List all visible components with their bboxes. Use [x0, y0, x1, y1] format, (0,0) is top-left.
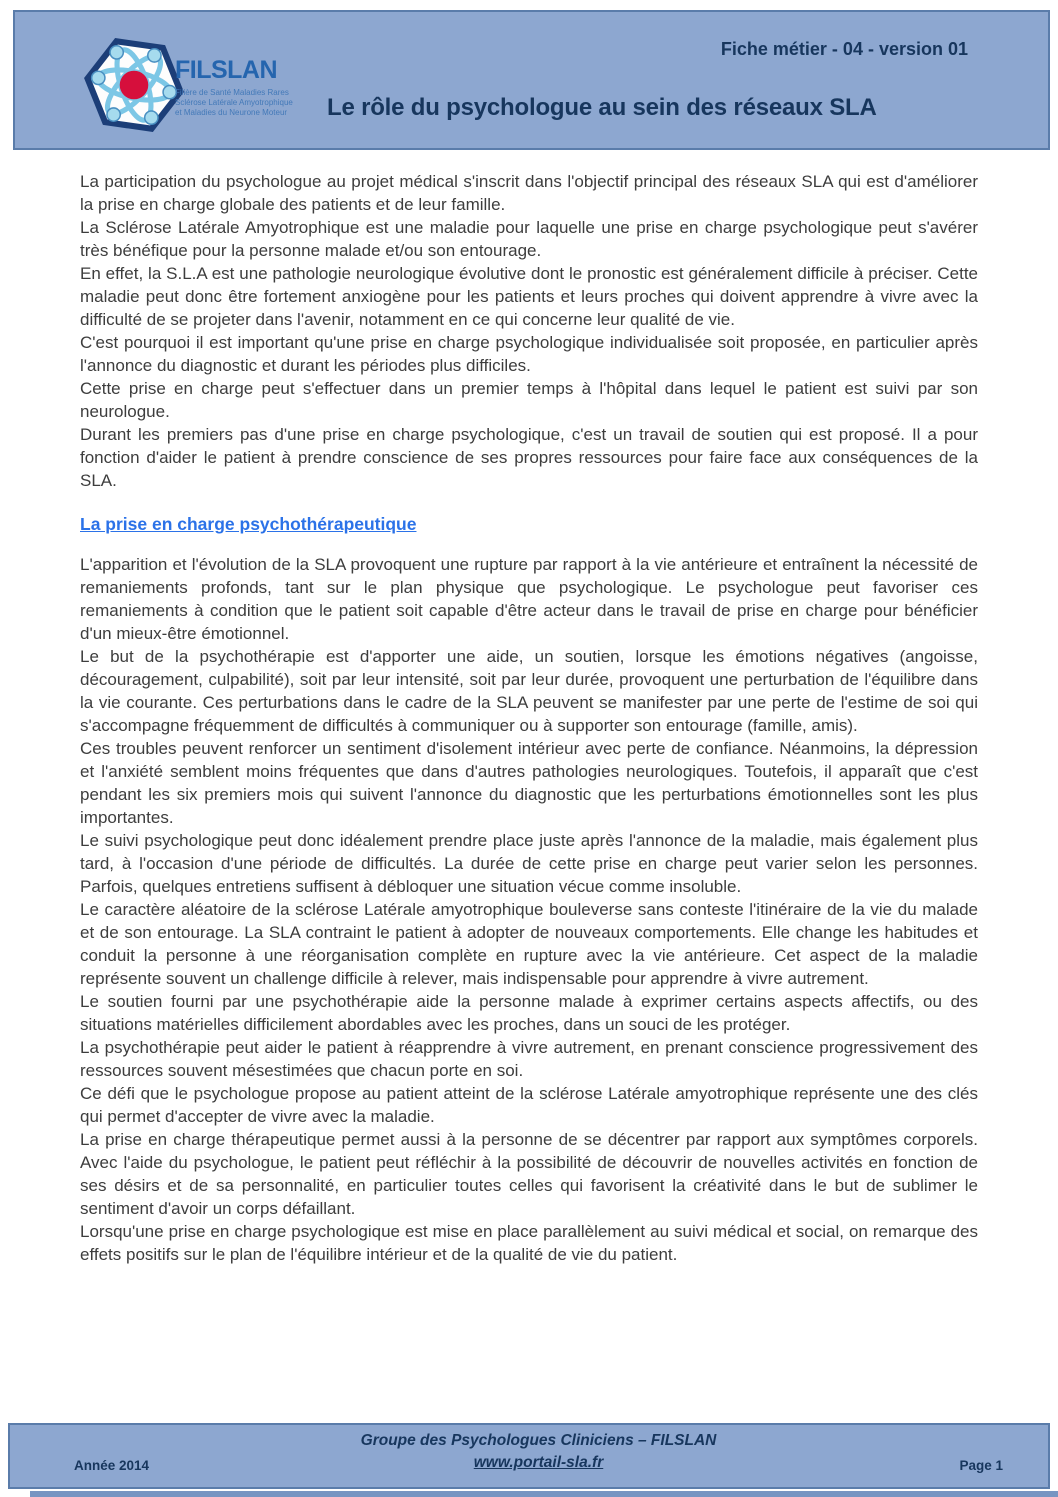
body-paragraph: En effet, la S.L.A est une pathologie neurologique évolutive dont le pronostic est généralement difficile à préciser. Cette maladie peut donc être fortement anxiogène pour les patients et leurs proches qui doivent apprendre à vivre avec la difficulté de se projeter dans l'avenir, notamment en ce qui concerne leur qualité de vie. [80, 264, 978, 329]
footer-website-link[interactable]: www.portail-sla.fr [473, 1454, 604, 1471]
body-paragraph: La Sclérose Latérale Amyotrophique est une maladie pour laquelle une prise en charge psychologique peut s'avérer très bénéfique pour la personne malade et/ou son entourage. [80, 218, 978, 260]
footer-group-name: Groupe des Psychologues Cliniciens – FILSLAN [360, 1432, 717, 1449]
page-bottom-strip [30, 1491, 1058, 1497]
body-paragraph: Lorsqu'une prise en charge psychologique est mise en place parallèlement au suivi médical et social, on remarque des effets positifs sur le plan de l'équilibre intérieur et de la qualité de vie du patient. [80, 1222, 978, 1264]
logo-wordmark: FILSLAN [175, 56, 278, 84]
document-header [13, 10, 1050, 150]
footer-page-number: Page 1 [959, 1458, 1003, 1473]
logo-tagline-line: Filière de Santé Maladies Rares [175, 88, 289, 97]
document-title: Le rôle du psychologue au sein des réseaux SLA [327, 94, 877, 121]
logo-tagline-line: Sclérose Latérale Amyotrophique [175, 98, 293, 107]
logo-tagline-line: et Maladies du Neurone Moteur [175, 108, 288, 117]
document-footer [8, 1423, 1050, 1489]
body-paragraph: Ces troubles peuvent renforcer un sentiment d'isolement intérieur avec perte de confiance. Néanmoins, la dépression et l'anxiété semblent moins fréquentes que dans d'autres pathologies neurologiques. Toutefois, il apparaît que c'est pendant les six premiers mois qui suivent l'annonce du diagnostic que les perturbations émotionnelles sont les plus importantes. [80, 739, 978, 827]
filslan-atom-icon [83, 37, 185, 133]
body-paragraph: La psychothérapie peut aider le patient à réapprendre à vivre autrement, en prenant conscience progressivement des ressources souvent mésestimées que chacun porte en soi. [80, 1038, 978, 1080]
filslan-logo [175, 56, 335, 118]
body-paragraph: Le caractère aléatoire de la sclérose Latérale amyotrophique bouleverse sans conteste l'itinéraire de la vie du malade et de son entourage. La SLA contraint le patient à adopter de nouveaux comportements. Elle change les habitudes et conduit la personne à une réorganisation complète en rupture avec la vie antérieure. Cet aspect de la maladie représente souvent un challenge difficile à relever, mais indispensable pour apprendre à vivre autrement. [80, 900, 978, 988]
logo-tagline [175, 88, 335, 118]
fiche-metier-label: Fiche métier - 04 - version 01 [720, 39, 968, 59]
section-heading-text: La prise en charge psychothérapeutique [80, 514, 417, 534]
document-body [80, 170, 978, 1266]
footer-year: Année 2014 [74, 1458, 150, 1473]
body-paragraph: Ce défi que le psychologue propose au patient atteint de la sclérose Latérale amyotrophique représente une des clés qui permet d'accepter de vivre avec la maladie. [80, 1084, 978, 1126]
body-paragraph: La prise en charge thérapeutique permet aussi à la personne de se décentrer par rapport aux symptômes corporels. Avec l'aide du psychologue, le patient peut réfléchir à la possibilité de découvrir de nouvelles activités en fonction de ses désirs et de sa personnalité, en particulier toutes celles qui favorisent la créativité dans le but de sublimer le sentiment d'avoir un corps défaillant. [80, 1130, 978, 1218]
body-paragraph: Le suivi psychologique peut donc idéalement prendre place juste après l'annonce de la maladie, mais également plus tard, à l'occasion d'une période de difficultés. La durée de cette prise en charge peut varier selon les personnes. Parfois, quelques entretiens suffisent à débloquer une situation vécue comme insoluble. [80, 831, 978, 896]
body-paragraph: Le but de la psychothérapie est d'apporter une aide, un soutien, lorsque les émotions négatives (angoisse, découragement, culpabilité), soit par leur intensité, soit par leur durée, provoquent une perturbation de l'équilibre dans la vie courante. Ces perturbations dans le cadre de la SLA peuvent se manifester par une perte de l'estime de soi qui s'accompagne fréquemment de difficultés à communiquer ou à supporter son entourage (famille, amis). [80, 647, 978, 735]
body-paragraph: C'est pourquoi il est important qu'une prise en charge psychologique individualisée soit proposée, en particulier après l'annonce du diagnostic et durant les périodes plus difficiles. [80, 333, 978, 375]
body-paragraph: Le soutien fourni par une psychothérapie aide la personne malade à exprimer certains aspects affectifs, ou des situations matérielles difficilement abordables avec les proches, dans un souci de les protéger. [80, 992, 978, 1034]
body-paragraph: L'apparition et l'évolution de la SLA provoquent une rupture par rapport à la vie antérieure et entraînent la nécessité de remaniements profonds, tant sur le plan physique que psychologique. Le psychologue peut favoriser ces remaniements à condition que le patient soit capable d'être acteur dans le travail de prise en charge pour bénéficier d'un mieux-être émotionnel. [80, 555, 978, 643]
section-heading [80, 513, 978, 536]
body-paragraph: Cette prise en charge peut s'effectuer dans un premier temps à l'hôpital dans lequel le patient est suivi par son neurologue. [80, 379, 978, 421]
footer-center [254, 1425, 823, 1487]
body-paragraph: La participation du psychologue au projet médical s'inscrit dans l'objectif principal des réseaux SLA qui est d'améliorer la prise en charge globale des patients et de leur famille. [80, 172, 978, 214]
body-paragraph: Durant les premiers pas d'une prise en charge psychologique, c'est un travail de soutien qui est proposé. Il a pour fonction d'aider le patient à prendre conscience de ses propres ressources pour faire face aux conséquences de la SLA. [80, 425, 978, 490]
